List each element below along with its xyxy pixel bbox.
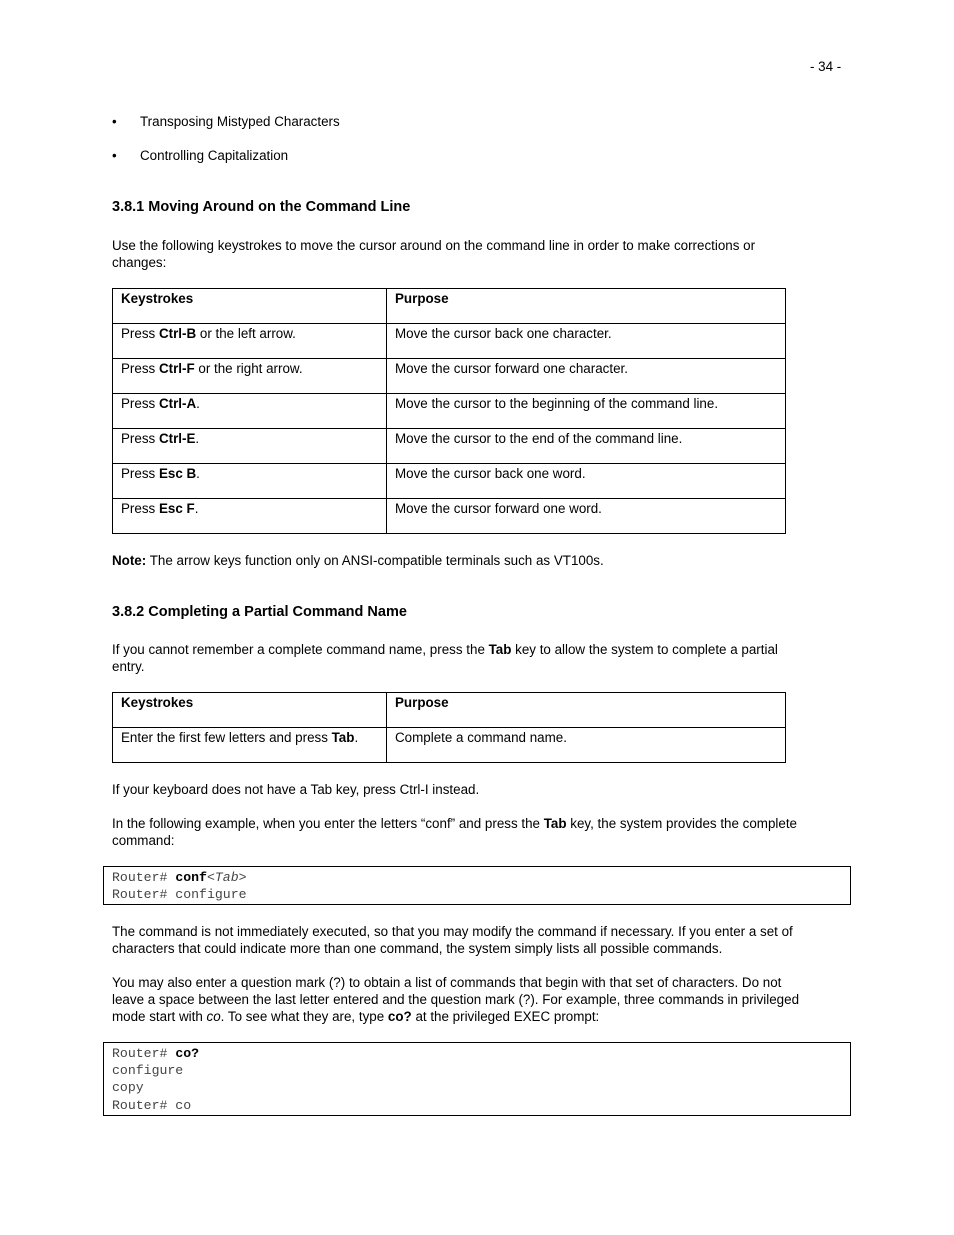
table-row <box>113 429 786 464</box>
table-header-row <box>113 693 786 728</box>
table-row <box>113 359 786 394</box>
section1-intro: Use the following keystrokes to move the cursor around on the command line in order to make corrections or changes: <box>112 238 756 270</box>
page-number: - 34 - <box>810 59 842 74</box>
table-header-row <box>113 289 786 324</box>
table-row <box>113 324 786 359</box>
table-row <box>113 499 786 534</box>
keystroke-cell: Press Esc B. <box>121 466 200 481</box>
table-row <box>113 464 786 499</box>
code-example-question-mark: Router# co? configure copy Router# co <box>103 1042 851 1116</box>
section-heading-3-8-2: 3.8.2 Completing a Partial Command Name <box>112 604 407 620</box>
table-row <box>113 394 786 429</box>
note-label: Note: <box>112 553 147 568</box>
column-header-purpose: Purpose <box>395 695 449 710</box>
purpose-cell: Move the cursor forward one word. <box>395 501 602 516</box>
purpose-cell: Move the cursor back one character. <box>395 326 612 341</box>
table-row <box>113 728 786 763</box>
section-heading-3-8-1: 3.8.1 Moving Around on the Command Line <box>112 199 411 215</box>
tab-key-paragraph: If your keyboard does not have a Tab key, press Ctrl-I instead. <box>112 782 480 797</box>
purpose-cell: Move the cursor to the beginning of the command line. <box>395 396 719 411</box>
question-mark-paragraph: You may also enter a question mark (?) to obtain a list of commands that begin with that set of characters. Do not leave a space between the last letter entered and the question mark (?). For example, three commands in privileged mode start with co. To see what they are, type co? at the privileged EXEC prompt: <box>112 975 800 1024</box>
bullet-dot-icon: • <box>112 148 117 163</box>
column-header-keystrokes: Keystrokes <box>121 695 194 710</box>
keystroke-cell: Press Esc F. <box>121 501 199 516</box>
keystroke-cell: Press Ctrl-E. <box>121 431 200 446</box>
keystroke-cell: Press Ctrl-B or the left arrow. <box>121 326 296 341</box>
keystrokes-table-completion <box>112 692 786 763</box>
column-header-purpose: Purpose <box>395 291 449 306</box>
example-paragraph: In the following example, when you enter the letters “conf” and press the Tab key, the system provides the complete command: <box>112 816 798 848</box>
purpose-cell: Move the cursor to the end of the command line. <box>395 431 683 446</box>
keystroke-cell: Press Ctrl-A. <box>121 396 200 411</box>
purpose-cell: Move the cursor forward one character. <box>395 361 628 376</box>
purpose-cell: Complete a command name. <box>395 730 567 745</box>
execution-paragraph: The command is not immediately executed, so that you may modify the command if necessary. If you enter a set of characters that could indicate more than one command, the system simply lists all possible commands. <box>112 924 793 956</box>
purpose-cell: Move the cursor back one word. <box>395 466 586 481</box>
bullet-dot-icon: • <box>112 114 117 129</box>
code-example-tab-completion: Router# conf<Tab> Router# configure <box>103 866 851 905</box>
keystrokes-table-navigation <box>112 288 786 534</box>
column-header-keystrokes: Keystrokes <box>121 291 194 306</box>
section2-intro: If you cannot remember a complete command name, press the Tab key to allow the system to complete a partial entry. <box>112 642 778 674</box>
keystroke-cell: Enter the first few letters and press Tab. <box>121 730 359 745</box>
note-paragraph: Note: The arrow keys function only on ANSI-compatible terminals such as VT100s. <box>112 553 604 568</box>
keystroke-cell: Press Ctrl-F or the right arrow. <box>121 361 303 376</box>
